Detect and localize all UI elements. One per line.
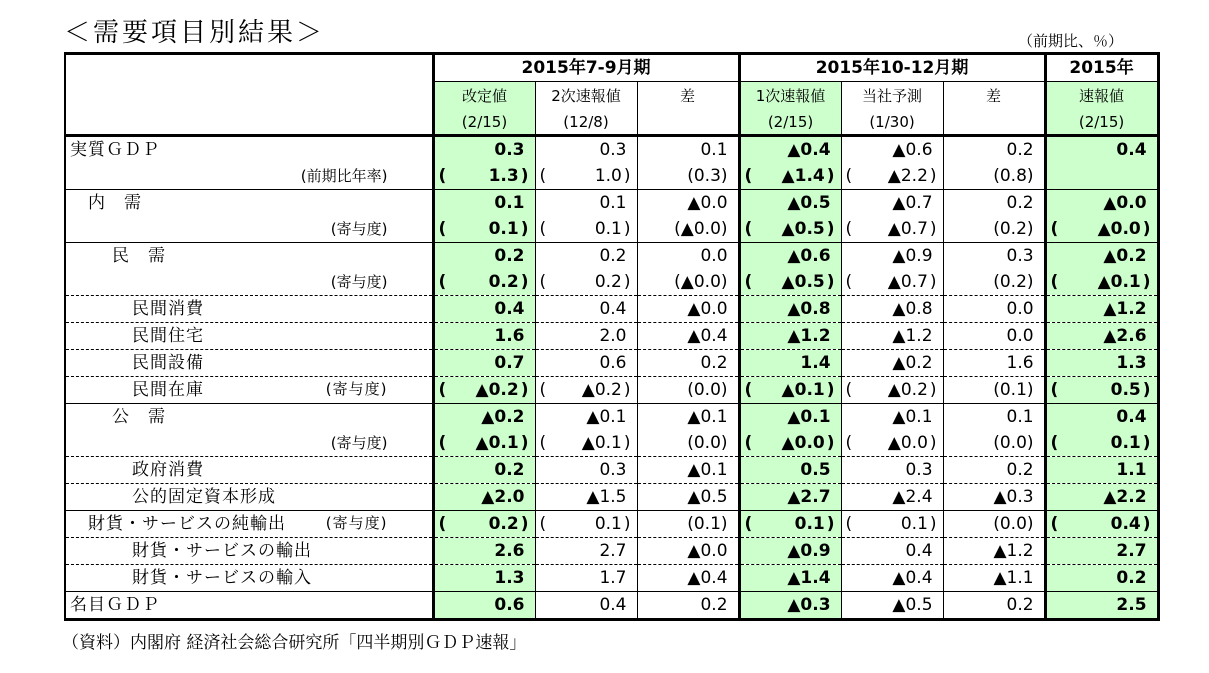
- table-cell: 0.2: [943, 190, 1045, 217]
- paren-close: ): [929, 380, 937, 400]
- table-cell: ▲0.8: [739, 296, 841, 323]
- paren-close: ): [623, 514, 631, 534]
- paren-close: ): [1142, 433, 1151, 453]
- cell-value: ▲1.4: [781, 166, 825, 186]
- table-cell: (0.0): [637, 377, 739, 404]
- row-label: (前期比年率): [65, 163, 433, 190]
- paren-close: ): [826, 433, 835, 453]
- table-cell: (0.1): [943, 377, 1045, 404]
- paren-open: (: [438, 380, 447, 400]
- table-row: [65, 296, 1158, 323]
- cell-value: ▲0.0: [781, 433, 825, 453]
- table-cell: 0.5: [739, 457, 841, 484]
- cell-value: ▲0.5: [781, 272, 825, 292]
- table-cell: 0.4: [1045, 136, 1158, 164]
- cell-value: 0.4: [1110, 514, 1141, 534]
- table-cell: ▲1.2: [841, 323, 943, 350]
- cell-value: 0.1: [488, 219, 519, 239]
- paren-open: (: [845, 272, 853, 292]
- row-label: 公 需: [65, 404, 433, 431]
- paren-open: (: [539, 166, 547, 186]
- column-date-0: (2/15): [433, 110, 535, 136]
- table-cell: 0.1: [943, 404, 1045, 431]
- table-cell: 0.2: [943, 592, 1045, 620]
- table-cell: ▲0.5: [739, 190, 841, 217]
- paren-close: ): [826, 272, 835, 292]
- table-cell: (0.8): [943, 163, 1045, 190]
- header-corner: [65, 54, 433, 82]
- table-cell: ▲0.5: [841, 592, 943, 620]
- table-cell: 0.2: [637, 350, 739, 377]
- table-cell: [739, 269, 841, 296]
- table-cell: 0.2: [433, 457, 535, 484]
- paren-open: (: [744, 433, 753, 453]
- table-cell: [535, 511, 637, 538]
- row-label-note: (寄与度): [325, 380, 388, 398]
- table-cell: [739, 216, 841, 243]
- table-cell: ▲0.6: [841, 136, 943, 164]
- row-label: (寄与度): [65, 216, 433, 243]
- table-row: [65, 565, 1158, 592]
- table-cell: 0.0: [943, 323, 1045, 350]
- row-label: 政府消費: [65, 457, 433, 484]
- header-spacer: [65, 110, 433, 136]
- row-label: 民間住宅: [65, 323, 433, 350]
- table-cell: 0.1: [433, 190, 535, 217]
- paren-open: (: [845, 433, 853, 453]
- table-cell: 0.3: [943, 243, 1045, 270]
- table-cell: 0.2: [535, 243, 637, 270]
- table-cell: ▲0.2: [1045, 243, 1158, 270]
- paren-open: (: [539, 219, 547, 239]
- table-cell: 0.3: [535, 457, 637, 484]
- paren-close: ): [1142, 272, 1151, 292]
- table-cell: 1.4: [739, 350, 841, 377]
- table-row: [65, 511, 1158, 538]
- paren-open: (: [438, 272, 447, 292]
- cell-value: ▲0.1: [581, 433, 622, 453]
- paren-close: ): [826, 219, 835, 239]
- table-cell: [841, 163, 943, 190]
- table-cell: ▲2.7: [739, 484, 841, 511]
- table-cell: 0.1: [637, 136, 739, 164]
- row-label: 財貨・サービスの輸出: [65, 538, 433, 565]
- table-row: [65, 323, 1158, 350]
- row-label: (寄与度): [65, 430, 433, 457]
- table-cell: 0.4: [841, 538, 943, 565]
- cell-value: 0.2: [488, 514, 519, 534]
- cell-value: 0.2: [488, 272, 519, 292]
- table-cell: 1.1: [1045, 457, 1158, 484]
- header-group-1: 2015年10-12月期: [739, 54, 1045, 82]
- table-cell: (0.3): [637, 163, 739, 190]
- paren-open: (: [845, 514, 853, 534]
- table-cell: [433, 511, 535, 538]
- table-cell: 0.4: [433, 296, 535, 323]
- table-row: [65, 163, 1158, 190]
- cell-value: 0.1: [1110, 433, 1141, 453]
- paren-open: (: [744, 514, 753, 534]
- table-cell: 1.6: [433, 323, 535, 350]
- table-cell: (0.2): [943, 216, 1045, 243]
- table-cell: ▲0.1: [637, 404, 739, 431]
- table-cell: 2.6: [433, 538, 535, 565]
- table-cell: 0.3: [841, 457, 943, 484]
- table-cell: 0.6: [433, 592, 535, 620]
- table-cell: ▲1.2: [1045, 296, 1158, 323]
- column-date-6: (2/15): [1045, 110, 1158, 136]
- table-cell: 1.7: [535, 565, 637, 592]
- paren-open: (: [539, 514, 547, 534]
- header-row-columns: [65, 82, 1158, 111]
- table-cell: 0.3: [535, 136, 637, 164]
- cell-value: ▲0.7: [887, 219, 928, 239]
- unit-label: （前期比、％）: [1018, 32, 1124, 50]
- source-note: （資料）内閣府 経済社会総合研究所「四半期別ＧＤＰ速報」: [62, 633, 527, 653]
- gdp-demand-table: [64, 52, 1160, 621]
- table-cell: ▲1.2: [739, 323, 841, 350]
- table-cell: [433, 430, 535, 457]
- table-row: [65, 269, 1158, 296]
- header-row-groups: [65, 54, 1158, 82]
- paren-close: ): [520, 219, 529, 239]
- table-cell: [1045, 269, 1158, 296]
- paren-open: (: [438, 166, 447, 186]
- cell-value: 1.3: [488, 166, 519, 186]
- table-cell: (0.2): [943, 269, 1045, 296]
- paren-close: ): [623, 272, 631, 292]
- table-cell: 2.7: [1045, 538, 1158, 565]
- table-cell: ▲1.4: [739, 565, 841, 592]
- table-row: [65, 216, 1158, 243]
- cell-value: ▲2.2: [887, 166, 928, 186]
- table-cell: (0.0): [637, 430, 739, 457]
- table-cell: [739, 377, 841, 404]
- column-date-4: (1/30): [841, 110, 943, 136]
- table-cell: (0.0): [943, 511, 1045, 538]
- table-cell: ▲0.5: [637, 484, 739, 511]
- table-cell: [1045, 511, 1158, 538]
- table-cell: [535, 377, 637, 404]
- cell-value: ▲0.1: [475, 433, 519, 453]
- cell-value: ▲0.7: [887, 272, 928, 292]
- paren-open: (: [1050, 380, 1059, 400]
- paren-close: ): [929, 514, 937, 534]
- table-cell: ▲0.3: [943, 484, 1045, 511]
- table-cell: 0.6: [535, 350, 637, 377]
- table-cell: ▲0.0: [637, 538, 739, 565]
- paren-close: ): [520, 380, 529, 400]
- table-cell: ▲0.0: [637, 296, 739, 323]
- header-group-0: 2015年7-9月期: [433, 54, 739, 82]
- table-cell: 1.6: [943, 350, 1045, 377]
- table-cell: ▲0.2: [841, 350, 943, 377]
- row-label: [65, 511, 433, 538]
- table-cell: ▲1.5: [535, 484, 637, 511]
- paren-close: ): [623, 166, 631, 186]
- row-label: 財貨・サービスの輸入: [65, 565, 433, 592]
- row-label-text: 民間在庫: [132, 380, 204, 400]
- header-group-2: 2015年: [1045, 54, 1158, 82]
- paren-open: (: [1050, 433, 1059, 453]
- table-cell: ▲0.6: [739, 243, 841, 270]
- cell-value: ▲0.2: [475, 380, 519, 400]
- column-date-2: [637, 110, 739, 136]
- paren-close: ): [520, 514, 529, 534]
- table-cell: ▲2.6: [1045, 323, 1158, 350]
- header-row-dates: [65, 110, 1158, 136]
- table-cell: 0.0: [943, 296, 1045, 323]
- table-cell: [433, 377, 535, 404]
- table-cell: ▲0.4: [637, 323, 739, 350]
- paren-close: ): [929, 166, 937, 186]
- table-cell: [535, 269, 637, 296]
- paren-close: ): [826, 166, 835, 186]
- table-cell: ▲0.8: [841, 296, 943, 323]
- column-header-2: 差: [637, 82, 739, 111]
- table-row: [65, 190, 1158, 217]
- column-header-4: 当社予測: [841, 82, 943, 111]
- table-cell: 0.3: [433, 136, 535, 164]
- row-label: 民 需: [65, 243, 433, 270]
- row-label: 内 需: [65, 190, 433, 217]
- table-cell: 0.2: [1045, 565, 1158, 592]
- table-row: [65, 457, 1158, 484]
- table-cell: ▲2.2: [1045, 484, 1158, 511]
- table-row: [65, 404, 1158, 431]
- column-header-3: 1次速報値: [739, 82, 841, 111]
- table-cell: [841, 430, 943, 457]
- table-cell: [739, 430, 841, 457]
- cell-value: 1.0: [594, 166, 622, 186]
- table-cell: ▲2.0: [433, 484, 535, 511]
- paren-open: (: [1050, 514, 1059, 534]
- paren-open: (: [1050, 219, 1059, 239]
- table-cell: ▲0.1: [637, 457, 739, 484]
- table-cell: 0.2: [637, 592, 739, 620]
- table-row: [65, 538, 1158, 565]
- paren-open: (: [539, 272, 547, 292]
- table-cell: [841, 269, 943, 296]
- table-cell: [433, 269, 535, 296]
- column-header-1: 2次速報値: [535, 82, 637, 111]
- table-cell: 1.3: [433, 565, 535, 592]
- table-cell: [1045, 216, 1158, 243]
- paren-open: (: [539, 433, 547, 453]
- row-label: 名目ＧＤＰ: [65, 592, 433, 620]
- table-cell: [535, 216, 637, 243]
- paren-open: (: [744, 380, 753, 400]
- table-cell: 0.4: [535, 296, 637, 323]
- column-header-6: 速報値: [1045, 82, 1158, 111]
- cell-value: ▲0.2: [581, 380, 622, 400]
- cell-value: 0.1: [594, 219, 622, 239]
- table-cell: [1045, 377, 1158, 404]
- table-cell: 0.0: [637, 243, 739, 270]
- table-row: [65, 430, 1158, 457]
- header-spacer: [65, 82, 433, 111]
- cell-value: ▲0.0: [1097, 219, 1141, 239]
- column-date-1: (12/8): [535, 110, 637, 136]
- table-cell: 0.7: [433, 350, 535, 377]
- table-cell: ▲0.7: [841, 190, 943, 217]
- paren-open: (: [1050, 272, 1059, 292]
- paren-close: ): [520, 433, 529, 453]
- table-cell: [739, 163, 841, 190]
- table-cell: [841, 216, 943, 243]
- column-header-5: 差: [943, 82, 1045, 111]
- table-row: [65, 350, 1158, 377]
- table-cell: [433, 216, 535, 243]
- paren-close: ): [520, 272, 529, 292]
- table-cell: ▲0.9: [739, 538, 841, 565]
- table-cell: (0.1): [637, 511, 739, 538]
- table-cell: ▲0.0: [637, 190, 739, 217]
- table-row: [65, 484, 1158, 511]
- table-cell: [1045, 163, 1158, 190]
- paren-open: (: [845, 166, 853, 186]
- paren-close: ): [929, 219, 937, 239]
- paren-close: ): [929, 272, 937, 292]
- cell-value: 0.1: [594, 514, 622, 534]
- paren-open: (: [845, 219, 853, 239]
- column-date-3: (2/15): [739, 110, 841, 136]
- paren-close: ): [1142, 514, 1151, 534]
- paren-close: ): [826, 380, 835, 400]
- table-cell: 0.4: [1045, 404, 1158, 431]
- table-cell: 0.2: [433, 243, 535, 270]
- cell-value: ▲0.2: [887, 380, 928, 400]
- row-label-note: (寄与度): [325, 514, 388, 532]
- page-title: ＜需要項目別結果＞: [64, 18, 326, 48]
- table-cell: ▲1.1: [943, 565, 1045, 592]
- paren-open: (: [744, 219, 753, 239]
- cell-value: 0.1: [794, 514, 825, 534]
- table-row: [65, 377, 1158, 404]
- table-cell: (▲0.0): [637, 216, 739, 243]
- table-cell: 0.2: [943, 136, 1045, 164]
- table-cell: 2.7: [535, 538, 637, 565]
- row-label: [65, 377, 433, 404]
- paren-close: ): [623, 433, 631, 453]
- paren-open: (: [438, 514, 447, 534]
- table-cell: ▲0.1: [841, 404, 943, 431]
- cell-value: 0.5: [1110, 380, 1141, 400]
- paren-open: (: [438, 219, 447, 239]
- row-label: (寄与度): [65, 269, 433, 296]
- table-cell: ▲2.4: [841, 484, 943, 511]
- table-row: [65, 592, 1158, 620]
- paren-open: (: [438, 433, 447, 453]
- table-cell: ▲0.4: [739, 136, 841, 164]
- table-cell: [535, 430, 637, 457]
- table-cell: ▲0.3: [739, 592, 841, 620]
- cell-value: ▲0.5: [781, 219, 825, 239]
- table-row: [65, 136, 1158, 164]
- table-cell: 2.0: [535, 323, 637, 350]
- table-cell: ▲0.0: [1045, 190, 1158, 217]
- table-row: [65, 243, 1158, 270]
- row-label: 実質ＧＤＰ: [65, 136, 433, 164]
- table-cell: 0.2: [943, 457, 1045, 484]
- table-cell: ▲1.2: [943, 538, 1045, 565]
- table-cell: [841, 377, 943, 404]
- table-cell: ▲0.1: [535, 404, 637, 431]
- paren-open: (: [845, 380, 853, 400]
- cell-value: 0.1: [900, 514, 928, 534]
- cell-value: ▲0.0: [887, 433, 928, 453]
- paren-close: ): [623, 219, 631, 239]
- table-cell: ▲0.2: [433, 404, 535, 431]
- paren-close: ): [1142, 380, 1151, 400]
- table-cell: [433, 163, 535, 190]
- paren-open: (: [539, 380, 547, 400]
- table-cell: 1.3: [1045, 350, 1158, 377]
- table-cell: [535, 163, 637, 190]
- table-cell: (0.0): [943, 430, 1045, 457]
- cell-value: ▲0.1: [1097, 272, 1141, 292]
- table-cell: 2.5: [1045, 592, 1158, 620]
- paren-open: (: [744, 272, 753, 292]
- table-cell: [739, 511, 841, 538]
- cell-value: ▲0.1: [781, 380, 825, 400]
- paren-close: ): [520, 166, 529, 186]
- row-label-text: 財貨・サービスの純輸出: [88, 514, 286, 534]
- table-cell: ▲0.1: [739, 404, 841, 431]
- cell-value: 0.2: [594, 272, 622, 292]
- paren-open: (: [744, 166, 753, 186]
- row-label: 公的固定資本形成: [65, 484, 433, 511]
- table-cell: (▲0.0): [637, 269, 739, 296]
- table-cell: ▲0.9: [841, 243, 943, 270]
- table-cell: 0.4: [535, 592, 637, 620]
- row-label: 民間消費: [65, 296, 433, 323]
- paren-close: ): [623, 380, 631, 400]
- table-cell: [1045, 430, 1158, 457]
- table-cell: 0.1: [535, 190, 637, 217]
- table-cell: ▲0.4: [841, 565, 943, 592]
- table-cell: [841, 511, 943, 538]
- column-header-0: 改定値: [433, 82, 535, 111]
- table-cell: ▲0.4: [637, 565, 739, 592]
- column-date-5: [943, 110, 1045, 136]
- paren-close: ): [1142, 219, 1151, 239]
- paren-close: ): [929, 433, 937, 453]
- paren-close: ): [826, 514, 835, 534]
- row-label: 民間設備: [65, 350, 433, 377]
